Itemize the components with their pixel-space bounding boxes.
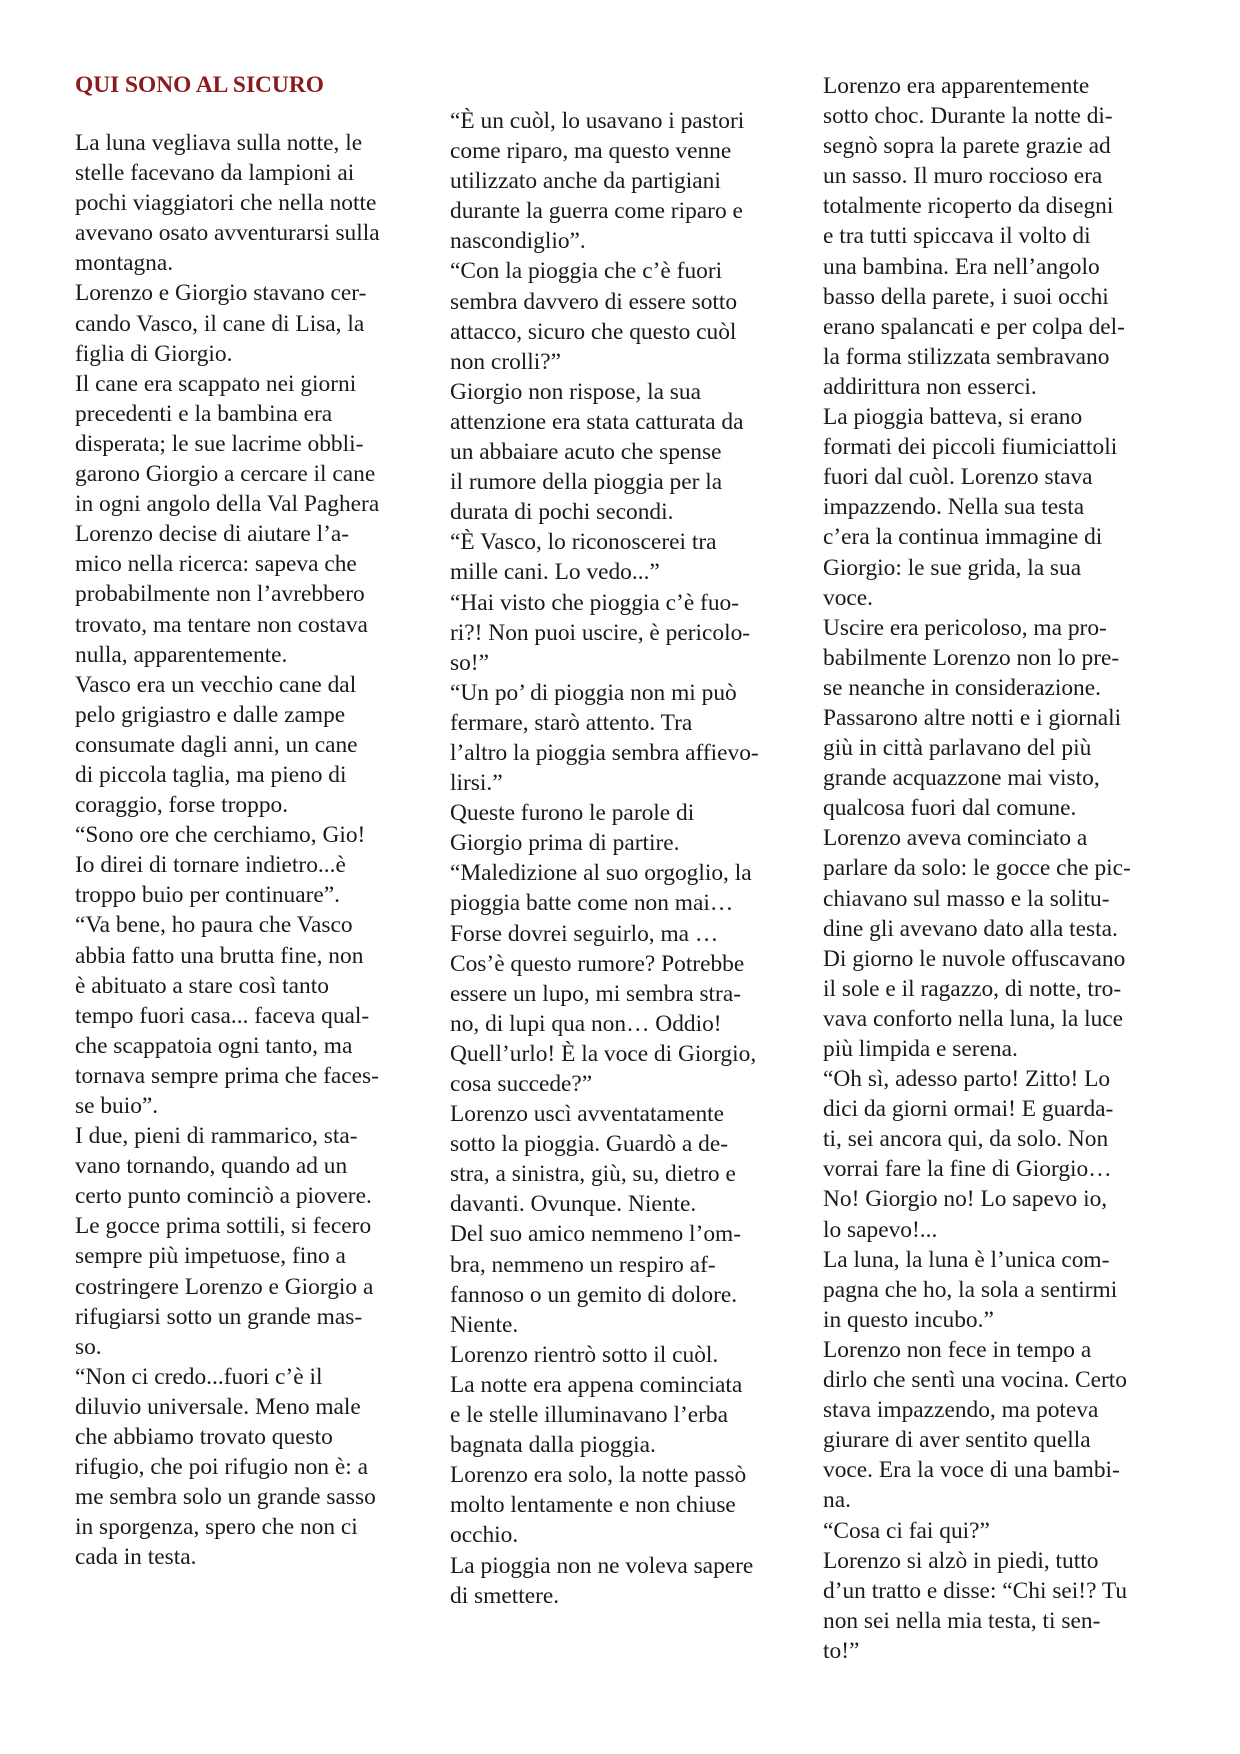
text-line: segnò sopra la parete grazie ad (823, 133, 1111, 160)
text-line: addirittura non esserci. (823, 373, 1037, 400)
text-line: c’era la continua immagine di (823, 524, 1103, 551)
text-line: una bambina. Era nell’angolo (823, 253, 1100, 280)
text-line: figlia di Giorgio. (75, 340, 233, 367)
text-line: occhio. (450, 1522, 519, 1549)
text-line: “Va bene, ho paura che Vasco (75, 912, 353, 939)
text-line: Forse dovrei seguirlo, ma … (450, 920, 719, 947)
text-line: Lorenzo si alzò in piedi, tutto (823, 1547, 1099, 1574)
text-line: disperata; le sue lacrime obbli- (75, 430, 364, 457)
text-line: bra, nemmeno un respiro af- (450, 1251, 716, 1278)
text-line: bagnata dalla pioggia. (450, 1432, 656, 1459)
text-line: giù in città parlavano del più (823, 735, 1092, 762)
text-line: Lorenzo decise di aiutare l’a- (75, 521, 350, 548)
text-line: No! Giorgio no! Lo sapevo io, (823, 1186, 1108, 1213)
text-line: coraggio, forse troppo. (75, 792, 289, 819)
text-line: chiavano sul masso e la solitu- (823, 885, 1110, 912)
text-line: Lorenzo uscì avventatamente (450, 1101, 725, 1128)
text-line: precedenti e la bambina era (75, 400, 333, 427)
text-line: La notte era appena cominciata (450, 1371, 743, 1398)
text-line: sotto la pioggia. Guardò a de- (450, 1131, 729, 1158)
text-line: I due, pieni di rammarico, sta- (75, 1123, 358, 1150)
text-line: più limpida e serena. (823, 1036, 1018, 1062)
text-line: il rumore della pioggia per la (450, 469, 723, 496)
text-line: “È Vasco, lo riconoscerei tra (450, 529, 717, 556)
text-line: tempo fuori casa... faceva qual- (75, 1002, 370, 1029)
text-line: Lorenzo rientrò sotto il cuòl. (450, 1341, 719, 1368)
text-line: erano spalancati e per colpa del- (823, 313, 1125, 340)
text-line: Le gocce prima sottili, si fecero (75, 1213, 372, 1240)
text-line: fermare, starò attento. Tra (450, 709, 693, 736)
text-line: durante la guerra come riparo e (450, 198, 743, 225)
text-line: La pioggia batteva, si erano (823, 404, 1083, 431)
text-line: lo sapevo!... (823, 1216, 938, 1243)
text-line: se neanche in considerazione. (823, 674, 1101, 701)
text-line: pagna che ho, la sola a sentirmi (823, 1276, 1118, 1303)
text-line: “Maledizione al suo orgoglio, la (450, 860, 752, 887)
text-line: cosa succede?” (450, 1071, 593, 1097)
text-line: totalmente ricoperto da disegni (823, 193, 1114, 220)
text-line: vano tornando, quando ad un (75, 1153, 348, 1180)
text-line: nulla, apparentemente. (75, 641, 288, 668)
text-line: cando Vasco, il cane di Lisa, la (75, 310, 365, 337)
text-line: stra, a sinistra, giù, su, dietro e (450, 1161, 736, 1188)
text-line: utilizzato anche da partigiani (450, 168, 721, 195)
text-line: giurare di aver sentito quella (823, 1427, 1091, 1454)
text-line: “Hai visto che pioggia c’è fuo- (450, 589, 740, 616)
text-line: sembra davvero di essere sotto (450, 288, 738, 315)
text-line: e le stelle illuminavano l’erba (450, 1402, 728, 1429)
text-line: mico nella ricerca: sapeva che (75, 551, 357, 578)
text-line: grande acquazzone mai visto, (823, 765, 1100, 792)
text-line: un abbaiare acuto che spense (450, 439, 722, 466)
text-line: so!” (450, 649, 489, 676)
text-line: avevano osato avventurarsi sulla (75, 220, 380, 247)
text-line: Lorenzo aveva cominciato a (823, 825, 1088, 852)
text-line: “Oh sì, adesso parto! Zitto! Lo (823, 1066, 1111, 1093)
text-line: qualcosa fuori dal comune. (823, 795, 1077, 822)
text-line: “Un po’ di pioggia non mi può (450, 679, 737, 706)
text-column-left (75, 128, 425, 1573)
text-line: Cos’è questo rumore? Potrebbe (450, 950, 745, 977)
text-line: so. (75, 1333, 102, 1360)
text-line: certo punto cominciò a piovere. (75, 1183, 372, 1210)
text-line: attenzione era stata catturata da (450, 408, 744, 435)
text-line: La pioggia non ne voleva sapere (450, 1552, 754, 1579)
text-line: davanti. Ovunque. Niente. (450, 1191, 697, 1218)
text-line: durata di pochi secondi. (450, 499, 674, 526)
text-line: Giorgio: le sue grida, la sua (823, 554, 1082, 581)
text-line: Il cane era scappato nei giorni (75, 370, 357, 397)
text-line: me sembra solo un grande sasso (75, 1484, 376, 1511)
text-line: “Sono ore che cerchiamo, Gio! (75, 822, 366, 849)
text-line: stelle facevano da lampioni ai (75, 160, 355, 187)
text-line: sotto choc. Durante la notte di- (823, 103, 1113, 130)
text-line: sempre più impetuose, fino a (75, 1243, 346, 1270)
text-line: pelo grigiastro e dalle zampe (75, 701, 346, 728)
text-line: dici da giorni ormai! E guarda- (823, 1096, 1114, 1123)
text-line: Passarono altre notti e i giornali (823, 704, 1122, 731)
text-line: ti, sei ancora qui, da solo. Non (823, 1126, 1109, 1153)
text-line: Lorenzo era solo, la notte passò (450, 1462, 747, 1489)
text-line: no, di lupi qua non… Oddio! (450, 1010, 722, 1037)
text-line: d’un tratto e disse: “Chi sei!? Tu (823, 1577, 1128, 1604)
text-line: e tra tutti spiccava il volto di (823, 223, 1091, 250)
text-line: “Con la pioggia che c’è fuori (450, 258, 723, 285)
text-line: Del suo amico nemmeno l’om- (450, 1221, 742, 1248)
text-line: ri?! Non puoi uscire, è pericolo- (450, 619, 751, 646)
text-line: che abbiamo trovato questo (75, 1424, 333, 1451)
text-line: dirlo che sentì una vocina. Certo (823, 1367, 1127, 1394)
text-line: la forma stilizzata sembravano (823, 343, 1110, 370)
text-line: Giorgio non rispose, la sua (450, 378, 701, 405)
text-line: montagna. (75, 250, 174, 277)
text-line: Lorenzo e Giorgio stavano cer- (75, 280, 367, 307)
text-line: voce. (823, 584, 874, 611)
text-line: La luna vegliava sulla notte, le (75, 130, 363, 156)
text-column-middle (450, 106, 800, 1611)
text-line: rifugio, che poi rifugio non è: a (75, 1454, 368, 1481)
text-line: basso della parete, i suoi occhi (823, 283, 1109, 310)
text-line: Vasco era un vecchio cane dal (75, 671, 357, 698)
text-line: cada in testa. (75, 1544, 197, 1571)
text-line: un sasso. Il muro roccioso era (823, 163, 1103, 190)
text-line: to!” (823, 1637, 860, 1664)
text-line: il sole e il ragazzo, di notte, tro- (823, 975, 1122, 1002)
text-line: impazzendo. Nella sua testa (823, 494, 1085, 521)
text-line: se buio”. (75, 1093, 159, 1119)
text-line: babilmente Lorenzo non lo pre- (823, 644, 1120, 671)
text-line: come riparo, ma questo venne (450, 138, 732, 165)
text-line: formati dei piccoli fiumiciattoli (823, 434, 1118, 461)
text-line: stava impazzendo, ma poteva (823, 1397, 1099, 1424)
text-line: non crolli?” (450, 348, 562, 375)
text-line: “Non ci credo...fuori c’è il (75, 1363, 323, 1390)
text-line: di piccola taglia, ma pieno di (75, 761, 347, 788)
text-line: troppo buio per continuare”. (75, 882, 341, 909)
text-line: “Cosa ci fai qui?” (823, 1517, 990, 1544)
text-line: l’altro la pioggia sembra affievo- (450, 739, 759, 766)
text-line: pochi viaggiatori che nella notte (75, 190, 377, 217)
text-line: rifugiarsi sotto un grande mas- (75, 1303, 363, 1330)
text-line: che scappatoia ogni tanto, ma (75, 1032, 353, 1059)
text-line: Lorenzo non fece in tempo a (823, 1336, 1092, 1363)
text-line: voce. Era la voce di una bambi- (823, 1457, 1120, 1484)
text-line: Niente. (450, 1311, 519, 1338)
text-line: parlare da solo: le gocce che pic- (823, 855, 1131, 882)
text-line: attacco, sicuro che questo cuòl (450, 318, 737, 345)
text-line: in sporgenza, spero che non ci (75, 1514, 358, 1541)
text-line: costringere Lorenzo e Giorgio a (75, 1273, 374, 1300)
text-line: è abituato a stare così tanto (75, 972, 329, 999)
text-line: Queste furono le parole di (450, 800, 695, 827)
text-line: in questo incubo.” (823, 1306, 994, 1333)
text-line: lirsi.” (450, 770, 503, 797)
text-line: essere un lupo, mi sembra stra- (450, 980, 742, 1007)
text-line: Io direi di tornare indietro...è (75, 852, 346, 879)
text-line: trovato, ma tentare non costava (75, 611, 368, 638)
text-line: Giorgio prima di partire. (450, 830, 680, 857)
story-title: QUI SONO AL SICURO (75, 72, 324, 98)
text-line: in ogni angolo della Val Paghera (75, 491, 380, 518)
text-line: consumate dagli anni, un cane (75, 731, 358, 758)
text-line: Uscire era pericoloso, ma pro- (823, 614, 1107, 641)
text-line: Di giorno le nuvole offuscavano (823, 945, 1126, 972)
text-line: pioggia batte come non mai… (450, 890, 734, 917)
text-line: probabilmente non l’avrebbero (75, 581, 365, 608)
text-line: molto lentamente e non chiuse (450, 1492, 736, 1519)
text-line: fuori dal cuòl. Lorenzo stava (823, 464, 1093, 491)
text-line: Lorenzo era apparentemente (823, 73, 1090, 99)
text-line: fannoso o un gemito di dolore. (450, 1281, 738, 1308)
text-line: mille cani. Lo vedo...” (450, 559, 660, 586)
text-line: dine gli avevano dato alla testa. (823, 915, 1118, 942)
text-line: La luna, la luna è l’unica com- (823, 1246, 1110, 1273)
text-line: diluvio universale. Meno male (75, 1393, 361, 1420)
text-line: vorrai fare la fine di Giorgio… (823, 1156, 1112, 1183)
text-line: na. (823, 1487, 851, 1514)
text-column-right (823, 71, 1173, 1666)
text-line: Quell’urlo! È la voce di Giorgio, (450, 1040, 757, 1067)
text-line: nascondiglio”. (450, 228, 586, 255)
text-line: “È un cuòl, lo usavano i pastori (450, 108, 745, 134)
text-line: vava conforto nella luna, la luce (823, 1005, 1124, 1032)
text-line: tornava sempre prima che faces- (75, 1062, 379, 1089)
text-line: abbia fatto una brutta fine, non (75, 942, 364, 969)
text-line: garono Giorgio a cercare il cane (75, 461, 376, 488)
text-line: di smettere. (450, 1582, 560, 1609)
text-line: non sei nella mia testa, ti sen- (823, 1607, 1101, 1634)
